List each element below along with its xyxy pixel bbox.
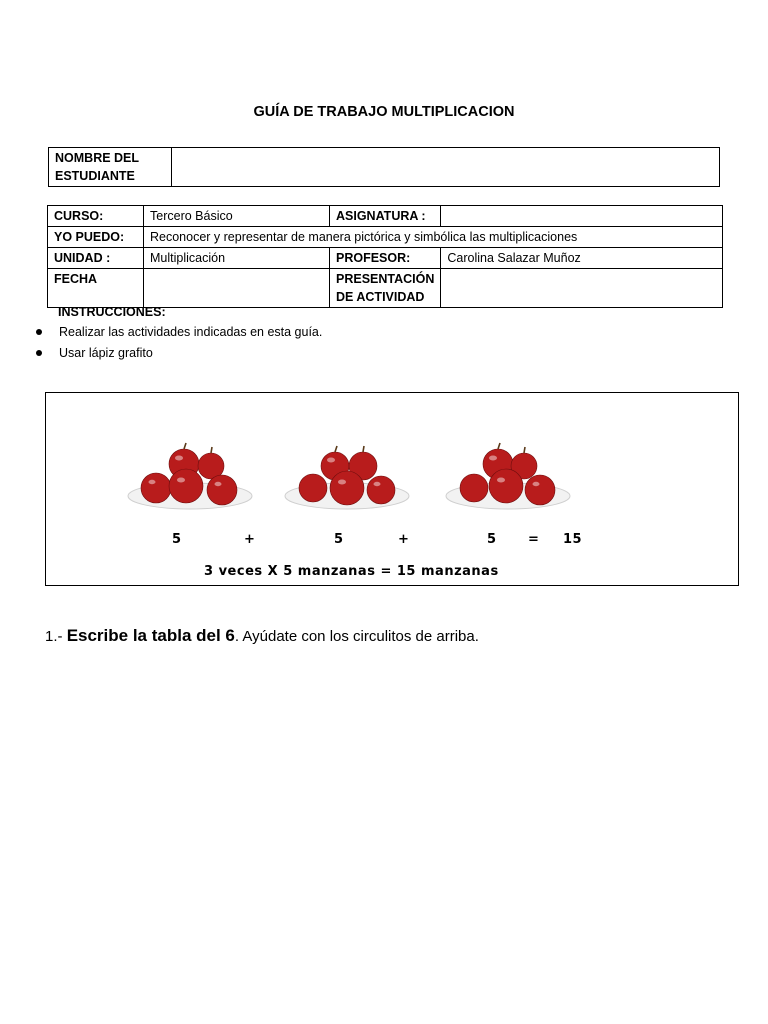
presentacion-label	[330, 269, 441, 308]
asignatura-value[interactable]	[441, 206, 723, 227]
apple-plate-image	[126, 438, 256, 518]
task-1	[45, 626, 479, 646]
equation-term: 5	[172, 532, 182, 547]
table-row	[48, 206, 723, 227]
label-line: DE ACTIVIDAD	[336, 290, 425, 304]
list-item: Usar lápiz grafito	[32, 343, 322, 364]
yo-puedo-label: YO PUEDO:	[48, 227, 144, 248]
unidad-value: Multiplicación	[144, 248, 330, 269]
table-row	[48, 248, 723, 269]
apple-illustration	[45, 392, 739, 586]
profesor-value: Carolina Salazar Muñoz	[441, 248, 723, 269]
fecha-label: FECHA	[48, 269, 144, 308]
equation-term: 5	[334, 532, 344, 547]
label-line: PRESENTACIÓN	[336, 272, 435, 286]
page-title: GUÍA DE TRABAJO MULTIPLICACION	[253, 104, 515, 120]
instructions-heading: INSTRUCCIONES:	[58, 305, 166, 319]
equation-operator: =	[528, 532, 540, 547]
student-name-table	[48, 147, 720, 187]
table-row	[48, 269, 723, 308]
apple-plate-image	[444, 438, 574, 518]
asignatura-label: ASIGNATURA :	[330, 206, 441, 227]
label-line: NOMBRE DEL	[55, 151, 140, 165]
list-item: Realizar las actividades indicadas en esta guía.	[32, 322, 322, 343]
equation-term: 5	[487, 532, 497, 547]
apple-plate-image	[283, 438, 413, 518]
equation-sentence: 3 veces X 5 manzanas = 15 manzanas	[204, 564, 499, 579]
equation-result: 15	[563, 532, 583, 547]
unidad-label: UNIDAD :	[48, 248, 144, 269]
fecha-value[interactable]	[144, 269, 330, 308]
equation-operator: +	[244, 532, 256, 547]
label-line: ESTUDIANTE	[55, 169, 135, 183]
curso-label: CURSO:	[48, 206, 144, 227]
student-name-label	[49, 148, 172, 187]
profesor-label: PROFESOR:	[330, 248, 441, 269]
presentacion-value[interactable]	[441, 269, 723, 308]
task-bold-text: Escribe la tabla del 6	[66, 626, 235, 645]
table-row	[48, 227, 723, 248]
instructions-list	[32, 322, 322, 364]
task-text: . Ayúdate con los circulitos de arriba.	[234, 628, 479, 645]
course-info-table	[47, 205, 723, 308]
task-number: 1.-	[45, 628, 63, 645]
curso-value: Tercero Básico	[144, 206, 330, 227]
yo-puedo-value: Reconocer y representar de manera pictórica y simbólica las multiplicaciones	[144, 227, 723, 248]
student-name-field[interactable]	[172, 148, 720, 187]
equation-operator: +	[398, 532, 410, 547]
